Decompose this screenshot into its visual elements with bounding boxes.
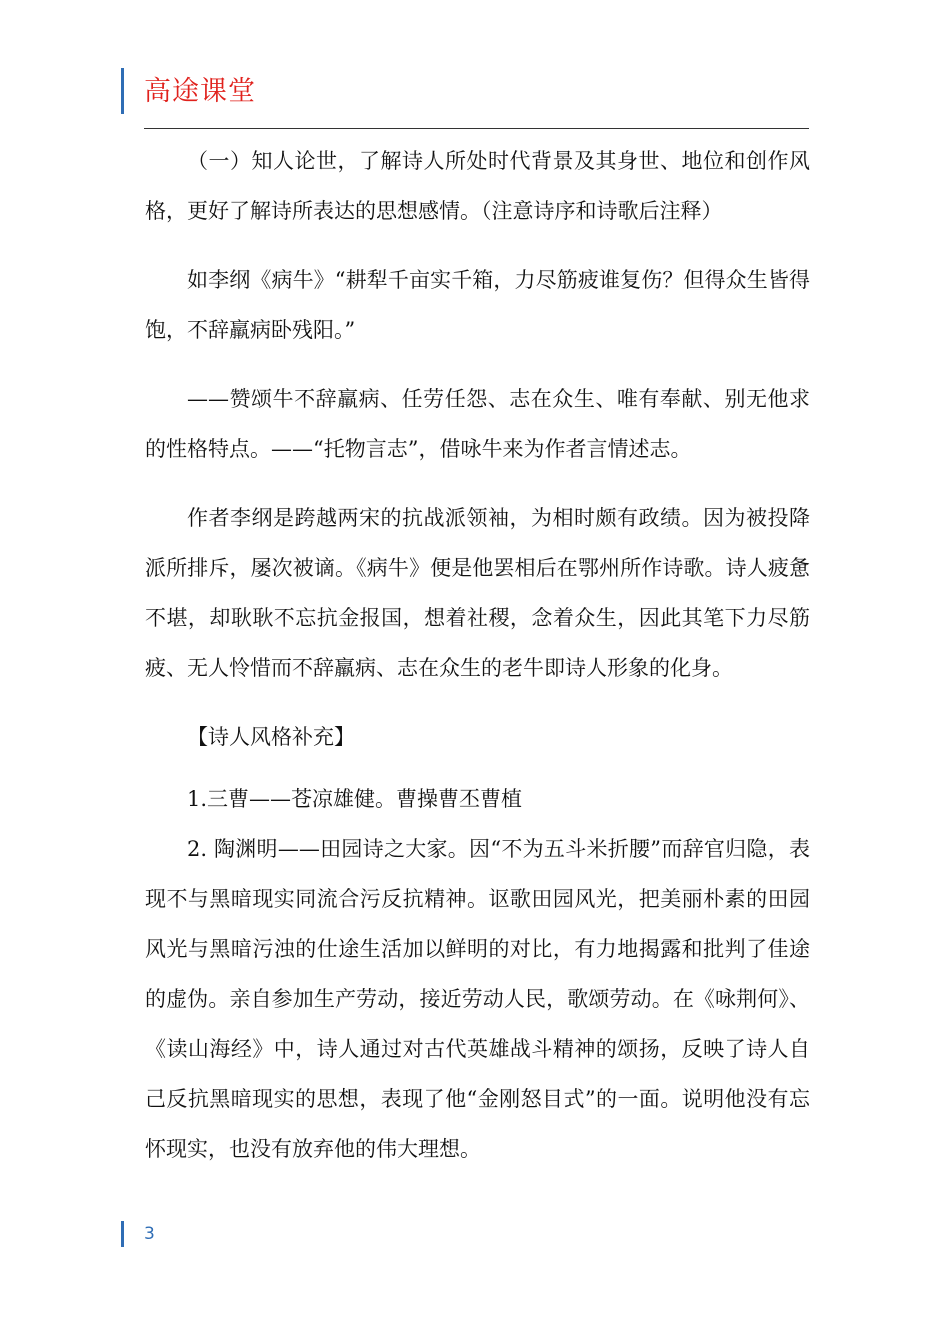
header-title: 高途课堂 <box>144 76 256 107</box>
page-number: 3 <box>144 1224 155 1244</box>
list-item-san-cao: 1.三曹——苍凉雄健。曹操曹丕曹植 <box>187 787 523 811</box>
paragraph-analysis: ——赞颂牛不辞羸病、任劳任怨、志在众生、唯有奉献、别无他求的性格特点。——“托物言志”，借咏牛来为作者言情述志。 <box>145 387 810 461</box>
paragraph-example-poem: 如李纲《病牛》“耕犁千亩实千箱，力尽筋疲谁复伤？但得众生皆得饱，不辞羸病卧残阳。” <box>145 268 810 342</box>
paragraph-intro: （一）知人论世，了解诗人所处时代背景及其身世、地位和创作风格，更好了解诗所表达的思想感情。（注意诗序和诗歌后注释） <box>145 149 810 223</box>
header-divider <box>144 128 809 129</box>
header-accent-bar <box>121 68 124 114</box>
paragraph-author-background: 作者李纲是跨越两宋的抗战派领袖，为相时颇有政绩。因为被投降派所排斥，屡次被谪。《病牛》便是他罢相后在鄂州所作诗歌。诗人疲惫不堪，却耿耿不忘抗金报国，想着社稷，念着众生，因此其笔下力尽筋疲、无人怜惜而不辞羸病、志在众生的老牛即诗人形象的化身。 <box>145 506 810 680</box>
footer-accent-bar <box>121 1221 124 1247</box>
section-heading-style-supplement: 【诗人风格补充】 <box>187 725 355 749</box>
document-body <box>145 136 810 1174</box>
list-item-tao-yuanming: 2. 陶渊明——田园诗之大家。因“不为五斗米折腰”而辞官归隐，表现不与黑暗现实同流合污反抗精神。讴歌田园风光，把美丽朴素的田园风光与黑暗污浊的仕途生活加以鲜明的对比，有力地揭露和批判了佳途的虚伪。亲自参加生产劳动，接近劳动人民，歌颂劳动。在《咏荆何》、《读山海经》中，诗人通过对古代英雄战斗精神的颂扬，反映了诗人自己反抗黑暗现实的思想，表现了他“金刚怒目式”的一面。说明他没有忘怀现实，也没有放弃他的伟大理想。 <box>145 837 810 1161</box>
